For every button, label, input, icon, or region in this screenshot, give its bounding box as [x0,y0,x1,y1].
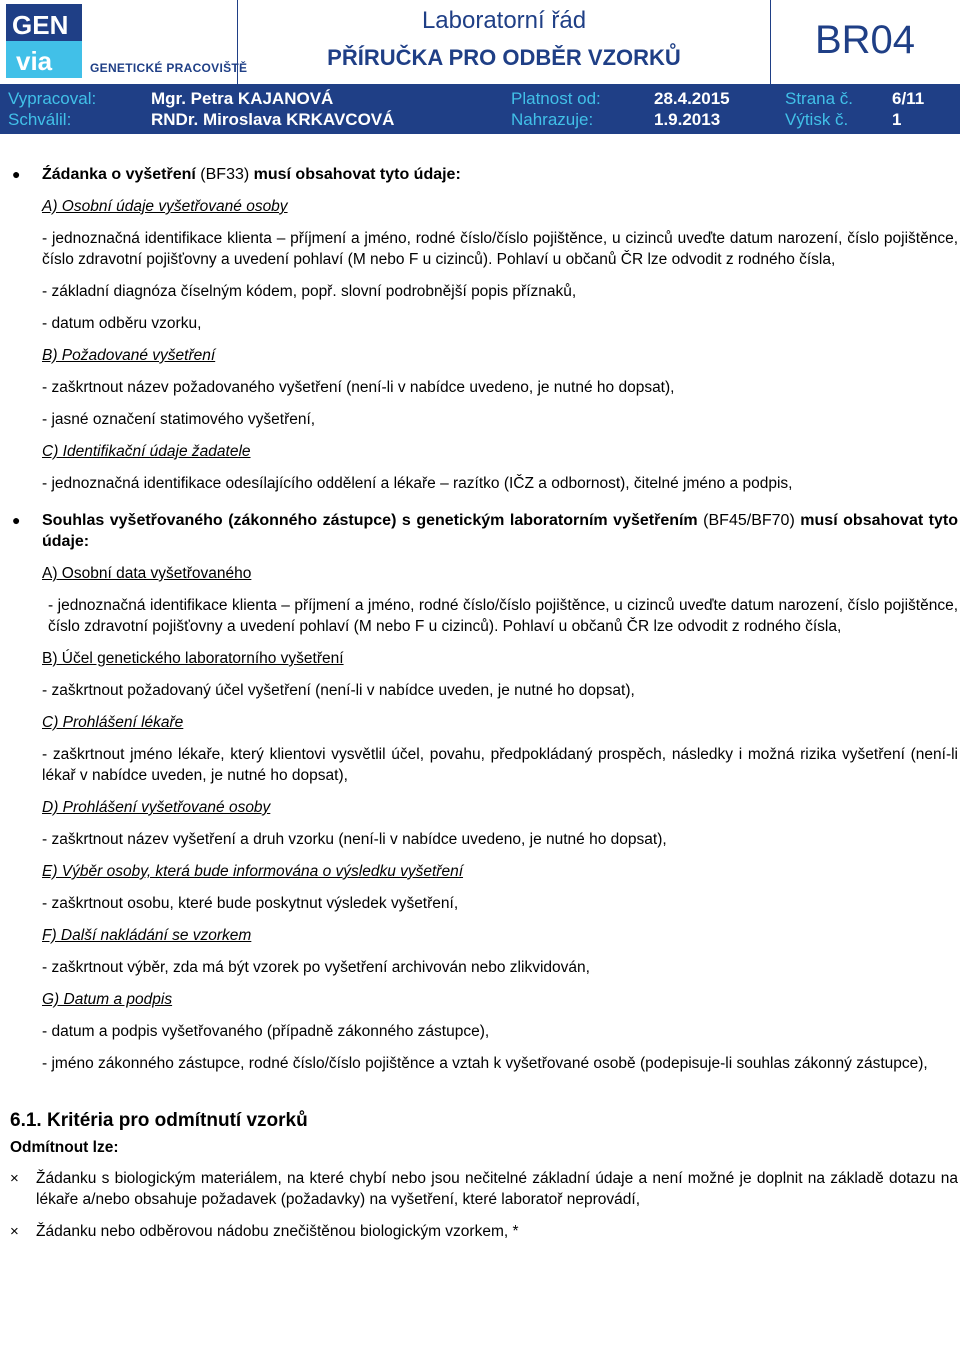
consent-heading-d: D) Prohlášení vyšetřované osoby [42,799,271,816]
bullet-icon: ● [12,512,21,528]
document-title: Laboratorní řád [421,7,587,34]
consent-heading-c: C) Prohlášení lékaře [42,714,184,731]
consent-heading-b: B) Účel genetického laboratorního vyšetření [42,650,344,667]
valid-label: Platnost od: [511,89,601,108]
request-a-line1: - jednoznačná identifikace klienta – příjmení a jméno, rodné číslo/číslo pojištěnce, u cizinců uveďte datum narození, číslo pojištěnce, číslo zdravotní pojišťovny a uvedení pohlaví (M nebo F u cizinců). Pohlaví u občanů ČR lze odvodit z rodného čísla, [42,230,958,268]
logo-tagline: GENETICKÉ PRACOVIŠTĚ [90,61,248,75]
approved-value: RNDr. Miroslava KRKAVCOVÁ [151,110,395,129]
consent-heading-f: F) Další nakládání se vzorkem [42,927,252,944]
logo-word-bottom: via [16,46,53,76]
document-subtitle: PŘÍRUČKA PRO ODBĚR VZORKŮ [327,45,681,70]
consent-g-line2: - jméno zákonného zástupce, rodné číslo/číslo pojištěnce a vztah k vyšetřované osobě (podepisuje-li souhlas zákonný zástupce), [42,1055,928,1072]
request-c-line1: - jednoznačná identifikace odesílajícího oddělení a lékaře – razítko (IČZ a odbornost), čitelné jméno a podpis, [42,475,793,492]
copy-value: 1 [892,110,902,129]
document-body [0,150,960,1242]
request-a-line2: - základní diagnóza číselným kódem, popř. slovní podrobnější popis příznaků, [42,283,577,300]
genvia-logo-icon [6,4,82,78]
consent-heading-g: G) Datum a podpis [42,991,173,1008]
prepared-label: Vypracoval: [8,89,97,108]
bullet-icon: ● [12,166,21,182]
copy-label: Výtisk č. [785,110,849,129]
request-form-section: ● Źádanka o vyšetření (BF33) musí obsahovat tyto údaje: A) Osobní údaje vyšetřované osoby - jednoznačná identifikace klienta – příjmení a jméno, rodné číslo/číslo pojištěnce, u cizinců uveďte datum narození, číslo pojištěnce, číslo zdravotní pojišťovny a uvedení pohlaví (M nebo F u cizinců). Pohlaví u občanů ČR lze odvodit z rodného čísla, - základní diagnóza číselným kódem, popř. slovní podrobnější popis příznaků, - datum odběru vzorku, B) Požadované vyšetření - zaškrtnout název požadovaného vyšetření (není-li v nabídce uvedeno, je nutné ho dopsat), - jasné označení statimového vyšetření, C) Identifikační údaje žadatele - jednoznačná identifikace odesílajícího oddělení a lékaře – razítko (IČZ a odbornost), čitelné jméno a podpis, [12,166,958,492]
consent-heading-a: A) Osobní data vyšetřovaného [42,565,252,582]
consent-b-line1: - zaškrtnout požadovaný účel vyšetření (není-li v nabídce uveden, je nutné ho dopsat), [42,682,635,699]
consent-g-line1: - datum a podpis vyšetřovaného (případně zákonného zástupce), [42,1023,490,1040]
header-info-bar [0,84,960,134]
request-a-line3: - datum odběru vzorku, [42,315,202,332]
replaces-value: 1.9.2013 [654,110,721,129]
consent-c-line1: - zaškrtnout jméno lékaře, který klientovi vysvětlil účel, povahu, předpokládaný prospěch, následky i možná rizika vyšetření (není-li lékař v nabídce uveden, je nutné ho dopsat), [42,746,958,784]
cross-icon: × [10,1170,19,1187]
consent-a-line1: - jednoznačná identifikace klienta – příjmení a jméno, rodné číslo/číslo pojištěnce, u cizinců uveďte datum narození, číslo pojištěnce, číslo zdravotní pojišťovny a uvedení pohlaví (M nebo F u cizinců). Pohlaví u občanů ČR lze odvodit z rodného čísla, [48,597,958,635]
document-code: BR04 [814,18,916,62]
request-b-line1: - zaškrtnout název požadovaného vyšetření (není-li v nabídce uvedeno, je nutné ho dopsat), [42,379,675,396]
request-heading-c: C) Identifikační údaje žadatele [42,443,251,460]
consent-d-line1: - zaškrtnout název vyšetření a druh vzorku (není-li v nabídce uvedeno, je nutné ho dopsat), [42,831,667,848]
consent-heading-e: E) Výběr osoby, která bude informována o výsledku vyšetření [42,863,464,880]
consent-e-line1: - zaškrtnout osobu, které bude poskytnut výsledek vyšetření, [42,895,459,912]
replaces-label: Nahrazuje: [511,110,594,129]
page-label: Strana č. [785,89,854,108]
list-item: × Žádanku nebo odběrovou nádobu znečištěnou biologickým vzorkem, * [10,1223,519,1240]
document-header [0,0,960,135]
request-heading-a: A) Osobní údaje vyšetřované osoby [42,198,288,215]
logo [0,0,248,84]
request-heading-b: B) Požadované vyšetření [42,347,216,364]
consent-f-line1: - zaškrtnout výběr, zda má být vzorek po vyšetření archivován nebo zlikvidován, [42,959,590,976]
list-item: × Žádanku s biologickým materiálem, na které chybí nebo jsou nečitelné základní údaje a není možné je doplnit na základě dotazu na lékaře a/nebo obsahuje požadavek (požadavky) na vyšetření, které laboratoř neprovádí, [10,1170,958,1208]
logo-word-top: GEN [12,10,69,40]
request-b-line2: - jasné označení statimového vyšetření, [42,411,316,428]
page-value: 6/11 [892,89,925,108]
section-heading: 6.1. Kritéria pro odmítnutí vzorků [10,1110,308,1131]
consent-section: ● Souhlas vyšetřovaného (zákonného zástupce) s genetickým laboratorním vyšetřením (BF45/BF70) musí obsahovat tyto údaje: A) Osobní data vyšetřovaného - jednoznačná identifikace klienta – příjmení a jméno, rodné číslo/číslo pojištěnce, u cizinců uveďte datum narození, číslo pojištěnce, číslo zdravotní pojišťovny a uvedení pohlaví (M nebo F u cizinců). Pohlaví u občanů ČR lze odvodit z rodného čísla, B) Účel genetického laboratorního vyšetření - zaškrtnout požadovaný účel vyšetření (není-li v nabídce uveden, je nutné ho dopsat), C) Prohlášení lékaře - zaškrtnout jméno lékaře, který klientovi vysvětlil účel, povahu, předpokládaný prospěch, následky i možná rizika vyšetření (není-li lékař v nabídce uveden, je nutné ho dopsat), D) Prohlášení vyšetřované osoby - zaškrtnout název vyšetření a druh vzorku (není-li v nabídce uvedeno, je nutné ho dopsat), E) Výběr osoby, která bude informována o výsledku vyšetření - zaškrtnout osobu, které bude poskytnut výsledek vyšetření, F) Další nakládání se vzorkem - zaškrtnout výběr, zda má být vzorek po vyšetření archivován nebo zlikvidován, G) Datum a podpis - datum a podpis vyšetřovaného (případně zákonného zástupce), - jméno zákonného zástupce, rodné číslo/číslo pojištěnce a vztah k vyšetřované osobě (podepisuje-li souhlas zákonný zástupce), [12,512,959,1072]
approved-label: Schválil: [8,110,72,129]
valid-value: 28.4.2015 [654,89,730,108]
cross-icon: × [10,1223,19,1240]
reject-label: Odmítnout lze: [10,1139,119,1156]
prepared-value: Mgr. Petra KAJANOVÁ [151,89,334,108]
